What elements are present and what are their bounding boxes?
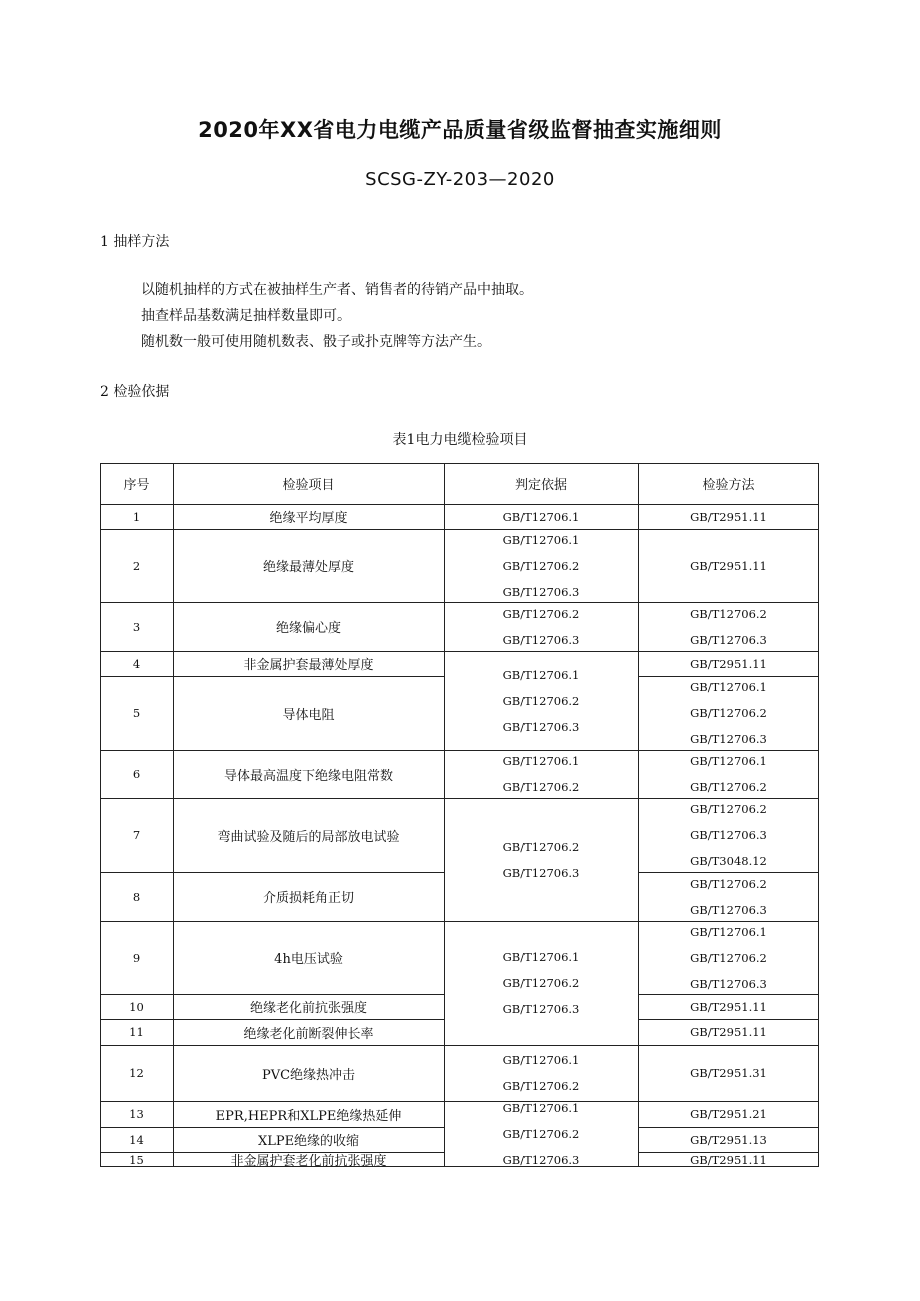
cell-text: 序号 (123, 478, 150, 493)
inspection-item-cell (173, 1152, 444, 1167)
table-header-cell (173, 463, 444, 504)
cell-text: GB/T12706.2 (690, 876, 767, 891)
row-number-cell (100, 602, 173, 651)
inspection-item-cell (173, 750, 444, 798)
cell-text: GB/T12706.2 (690, 780, 767, 794)
cell-text: 非金属护套最薄处厚度 (243, 658, 374, 673)
cell-text: GB/T12706.3 (502, 632, 580, 647)
cell-text: GB/T12706.2 (690, 950, 767, 965)
cell-text: GB/T12706.3 (502, 584, 580, 599)
cell-text: GB/T2951.11 (690, 656, 767, 671)
cell-text: 5 (132, 706, 141, 720)
cell-text: GB/T12706.2 (502, 1127, 580, 1141)
document-code: SCSG-ZY-203—2020 (365, 169, 555, 190)
test-method-cell (638, 798, 819, 872)
cell-text: 6 (132, 767, 141, 781)
cell-text: 7 (132, 828, 141, 842)
cell-text: 10 (129, 999, 144, 1014)
inspection-item-cell (173, 529, 444, 602)
cell-text: 非金属护套老化前抗张强度 (230, 1154, 387, 1169)
cell-text: GB/T12706.1 (502, 1053, 580, 1067)
judgment-basis-cell (444, 1045, 638, 1101)
paragraph: 抽查样品基数满足抽样数量即可。 (141, 308, 351, 324)
cell-text: 11 (129, 1025, 144, 1039)
cell-text: XLPE绝缘的收缩 (257, 1134, 360, 1149)
cell-text: GB/T12706.2 (690, 706, 767, 720)
cell-text: 检验项目 (282, 478, 335, 493)
inspection-item-cell (173, 1019, 444, 1045)
cell-text: PVC绝缘热冲击 (261, 1067, 356, 1083)
cell-text: GB/T12706.1 (502, 1101, 580, 1115)
cell-text: GB/T12706.3 (690, 732, 767, 746)
cell-text: EPR,HEPR和XLPE绝缘热延伸 (215, 1108, 402, 1124)
paragraph: 以随机抽样的方式在被抽样生产者、销售者的待销产品中抽取。 (141, 282, 533, 298)
judgment-basis-cell (444, 798, 638, 921)
row-number-cell (100, 921, 173, 994)
test-method-cell (638, 872, 819, 921)
cell-text: GB/T12706.2 (502, 839, 580, 854)
row-number-cell (100, 994, 173, 1019)
test-method-cell (638, 602, 819, 651)
judgment-basis-cell (444, 529, 638, 602)
cell-text: 4 (132, 656, 141, 671)
cell-text: 2 (132, 558, 141, 573)
cell-text: 介质损耗角正切 (262, 891, 354, 906)
cell-text: GB/T12706.2 (502, 780, 580, 794)
inspection-item-cell (173, 504, 444, 529)
inspection-item-cell (173, 1045, 444, 1101)
judgment-basis-cell (444, 750, 638, 798)
row-number-cell (100, 529, 173, 602)
cell-text: GB/T12706.1 (502, 667, 580, 682)
table-header-cell (100, 463, 173, 504)
judgment-basis-cell (444, 1101, 638, 1167)
cell-text: GB/T12706.2 (502, 693, 580, 708)
judgment-basis-cell (444, 921, 638, 1045)
cell-text: 绝缘最薄处厚度 (262, 560, 354, 575)
cell-text: 绝缘老化前断裂伸长率 (243, 1026, 374, 1042)
cell-text: 4h电压试验 (274, 952, 343, 967)
test-method-cell (638, 504, 819, 529)
cell-text: GB/T12706.2 (690, 802, 767, 816)
cell-text: GB/T12706.1 (690, 680, 767, 694)
cell-text: 绝缘平均厚度 (269, 511, 348, 526)
inspection-item-cell (173, 676, 444, 750)
test-method-cell (638, 1101, 819, 1127)
test-method-cell (638, 750, 819, 798)
table-header-cell (638, 463, 819, 504)
table-header-cell (444, 463, 638, 504)
table-cells (100, 463, 819, 1167)
cell-text: GB/T12706.2 (690, 606, 767, 621)
cell-text: GB/T12706.3 (690, 976, 767, 991)
cell-text: GB/T12706.3 (502, 1002, 580, 1016)
section-1-heading: 1 抽样方法 (100, 234, 170, 250)
test-method-cell (638, 676, 819, 750)
cell-text: GB/T12706.2 (502, 1079, 580, 1093)
row-number-cell (100, 798, 173, 872)
cell-text: 14 (129, 1132, 144, 1147)
cell-text: GB/T12706.2 (502, 976, 580, 990)
inspection-table (100, 463, 819, 1167)
judgment-basis-cell (444, 651, 638, 750)
document-title: 2020年XX省电力电缆产品质量省级监督抽查实施细则 (198, 118, 722, 142)
inspection-item-cell (173, 921, 444, 994)
test-method-cell (638, 1045, 819, 1101)
cell-text: 8 (132, 889, 141, 904)
test-method-cell (638, 921, 819, 994)
row-number-cell (100, 872, 173, 921)
inspection-item-cell (173, 1101, 444, 1127)
paragraph: 随机数一般可使用随机数表、骰子或扑克牌等方法产生。 (141, 334, 491, 350)
row-number-cell (100, 1045, 173, 1101)
cell-text: 15 (129, 1152, 144, 1167)
table-caption: 表1电力电缆检验项目 (392, 432, 528, 448)
cell-text: GB/T2951.11 (690, 509, 767, 524)
cell-text: GB/T2951.11 (690, 1025, 767, 1039)
cell-text: 绝缘老化前抗张强度 (249, 1001, 367, 1016)
inspection-item-cell (173, 651, 444, 676)
cell-text: GB/T12706.1 (502, 950, 580, 964)
cell-text: 弯曲试验及随后的局部放电试验 (217, 829, 400, 845)
row-number-cell (100, 750, 173, 798)
cell-text: GB/T12706.3 (502, 1153, 580, 1167)
cell-text: GB/T2951.13 (690, 1132, 767, 1147)
cell-text: GB/T12706.3 (690, 828, 767, 842)
cell-text: GB/T3048.12 (690, 854, 767, 868)
cell-text: GB/T12706.1 (690, 924, 767, 939)
cell-text: GB/T2951.11 (690, 558, 767, 573)
row-number-cell (100, 676, 173, 750)
row-number-cell (100, 504, 173, 529)
cell-text: GB/T12706.3 (690, 632, 767, 647)
row-number-cell (100, 651, 173, 676)
cell-text: GB/T12706.2 (502, 606, 580, 621)
section-2-heading: 2 检验依据 (100, 384, 170, 400)
judgment-basis-cell (444, 602, 638, 651)
cell-text: GB/T12706.2 (502, 558, 580, 573)
cell-text: 3 (132, 619, 141, 634)
cell-text: GB/T12706.3 (502, 719, 580, 734)
test-method-cell (638, 994, 819, 1019)
test-method-cell (638, 529, 819, 602)
cell-text: GB/T2951.11 (690, 999, 767, 1014)
cell-text: GB/T2951.21 (690, 1107, 767, 1121)
cell-text: 判定依据 (514, 478, 567, 493)
row-number-cell (100, 1152, 173, 1167)
cell-text: 检验方法 (702, 478, 755, 493)
judgment-basis-cell (444, 504, 638, 529)
cell-text: GB/T2951.11 (690, 1152, 767, 1167)
inspection-item-cell (173, 798, 444, 872)
inspection-item-cell (173, 994, 444, 1019)
cell-text: GB/T2951.31 (690, 1066, 767, 1080)
cell-text: 绝缘偏心度 (275, 621, 341, 636)
row-number-cell (100, 1101, 173, 1127)
inspection-item-cell (173, 872, 444, 921)
cell-text: 9 (132, 950, 141, 965)
cell-text: GB/T12706.3 (690, 902, 767, 917)
test-method-cell (638, 1152, 819, 1167)
inspection-item-cell (173, 1127, 444, 1152)
cell-text: GB/T12706.1 (502, 754, 580, 768)
cell-text: GB/T12706.1 (690, 754, 767, 768)
cell-text: 导体最高温度下绝缘电阻常数 (223, 768, 393, 784)
cell-text: GB/T12706.3 (502, 865, 580, 880)
cell-text: 12 (129, 1066, 144, 1080)
test-method-cell (638, 651, 819, 676)
cell-text: GB/T12706.1 (502, 509, 580, 524)
inspection-item-cell (173, 602, 444, 651)
cell-text: GB/T12706.1 (502, 532, 580, 547)
cell-text: 导体电阻 (282, 707, 335, 723)
test-method-cell (638, 1019, 819, 1045)
row-number-cell (100, 1019, 173, 1045)
cell-text: 1 (132, 509, 141, 524)
cell-text: 13 (129, 1107, 144, 1121)
